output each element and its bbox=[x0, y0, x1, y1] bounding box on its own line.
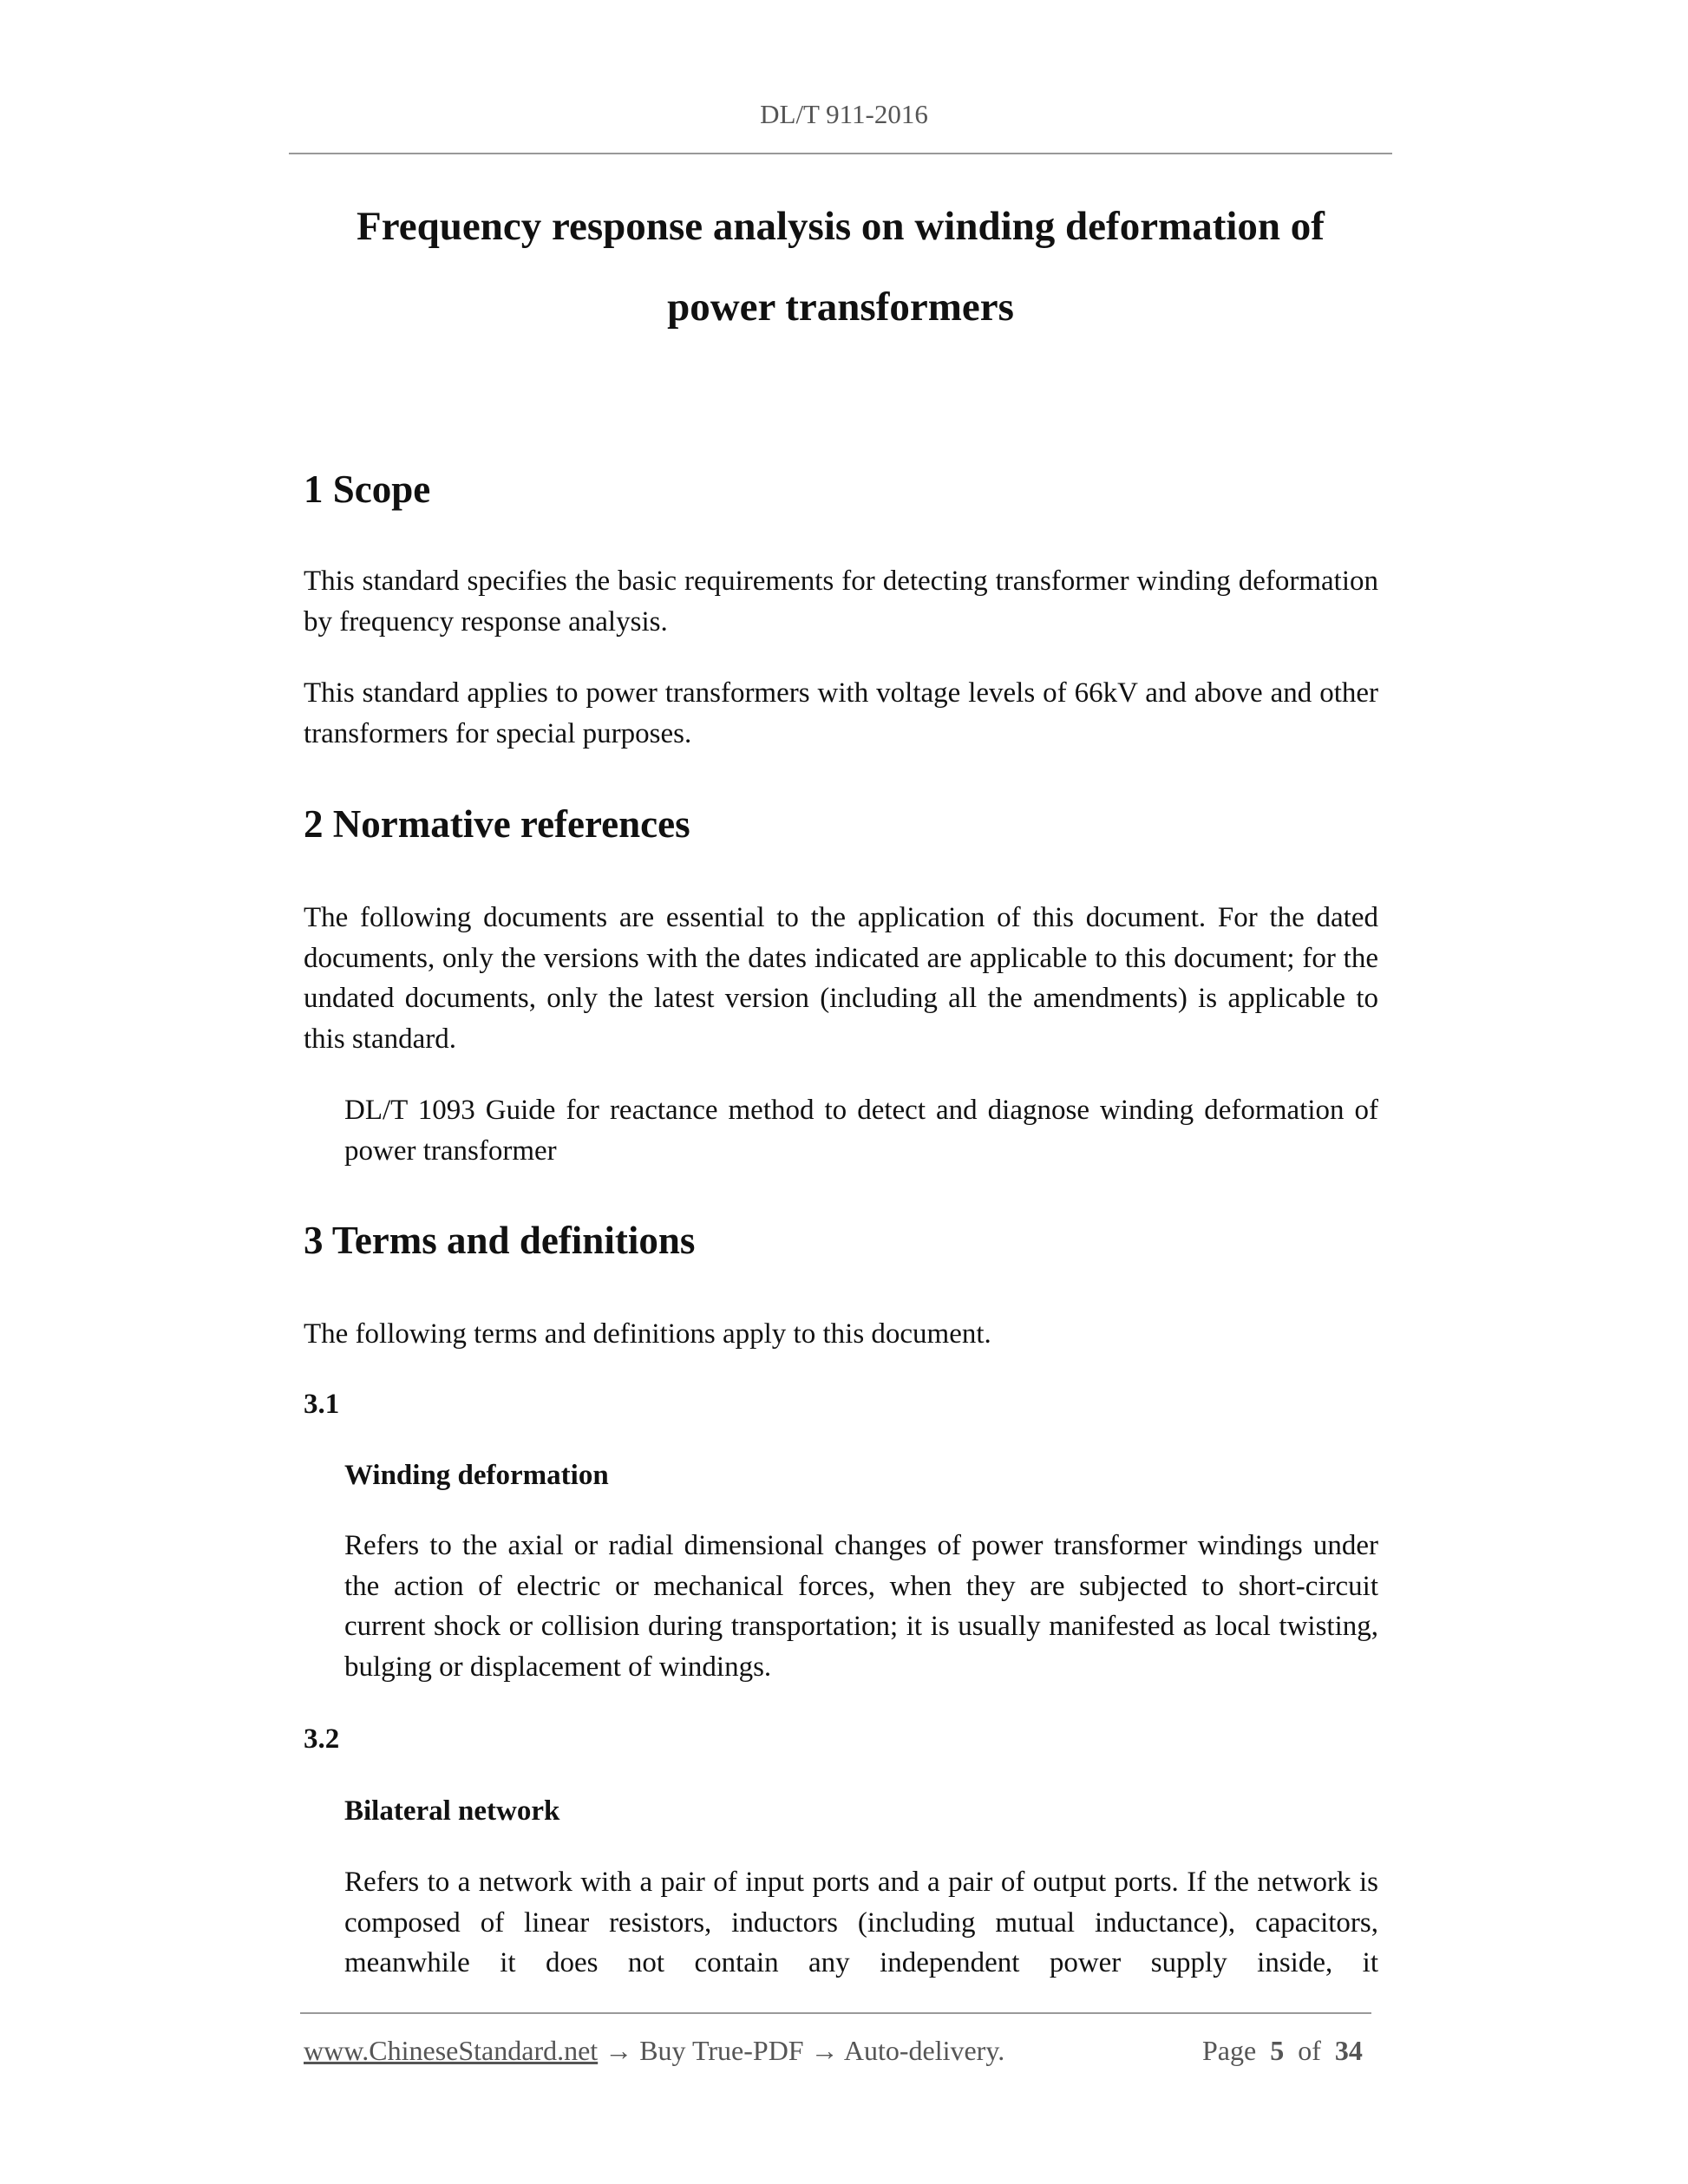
scope-paragraph-1: This standard specifies the basic requirements for detecting transformer winding deformation by frequency response analysis. bbox=[304, 566, 1378, 638]
section-heading-normative-references: 2 Normative references bbox=[304, 802, 690, 846]
auto-delivery-text: Auto-delivery. bbox=[843, 2035, 1005, 2066]
arrow-right-icon: → bbox=[810, 2035, 839, 2066]
section-heading-terms: 3 Terms and definitions bbox=[304, 1219, 696, 1262]
total-pages: 34 bbox=[1334, 2035, 1363, 2066]
website-link[interactable]: www.ChineseStandard.net bbox=[304, 2035, 599, 2066]
term-title: Bilateral network bbox=[344, 1795, 560, 1827]
of-label: of bbox=[1298, 2035, 1321, 2066]
terms-intro: The following terms and definitions apply to this document. bbox=[304, 1318, 991, 1350]
normative-paragraph: The following documents are essential to the application of this document. For the dated documents, only the versions with the dates indicated are applicable to this document; for the undated documents, only the latest version (including all the amendments) is applicable to this standard. bbox=[304, 902, 1378, 1055]
term-definition: Refers to a network with a pair of input ports and a pair of output ports. If the network is composed of linear resistors, inductors (including mutual inductance), capacitors, meanwhile it does not contain any independent power supply inside, it bbox=[344, 1867, 1378, 1978]
page-number bbox=[1202, 2035, 1363, 2067]
header-divider bbox=[289, 153, 1392, 154]
reference-item: DL/T 1093 Guide for reactance method to detect and diagnose winding deformation of power transformer bbox=[344, 1095, 1378, 1167]
term-definition: Refers to the axial or radial dimensional changes of power transformer windings under the action of electric or mechanical forces, when they are subjected to short-circuit current shock or collision during transportation; it is usually manifested as local twisting, bulging or displacement of windings. bbox=[344, 1530, 1378, 1683]
buy-pdf-text: Buy True-PDF bbox=[639, 2035, 804, 2066]
title-line-1: Frequency response analysis on winding deformation of bbox=[357, 204, 1325, 249]
term-title: Winding deformation bbox=[344, 1460, 609, 1491]
arrow-right-icon: → bbox=[605, 2035, 633, 2066]
scope-paragraph-2: This standard applies to power transformers with voltage levels of 66kV and above and other transformers for special purposes. bbox=[304, 677, 1378, 749]
current-page: 5 bbox=[1270, 2035, 1285, 2066]
section-heading-scope: 1 Scope bbox=[304, 468, 431, 511]
footer-divider bbox=[300, 2012, 1371, 2014]
doc-code-header: DL/T 911-2016 bbox=[760, 99, 928, 129]
term-number: 3.1 bbox=[304, 1389, 340, 1420]
page-title bbox=[289, 186, 1392, 348]
footer-promo bbox=[304, 2035, 1004, 2067]
page-label: Page bbox=[1202, 2035, 1257, 2066]
title-line-2: power transformers bbox=[667, 284, 1014, 330]
term-number: 3.2 bbox=[304, 1723, 340, 1755]
